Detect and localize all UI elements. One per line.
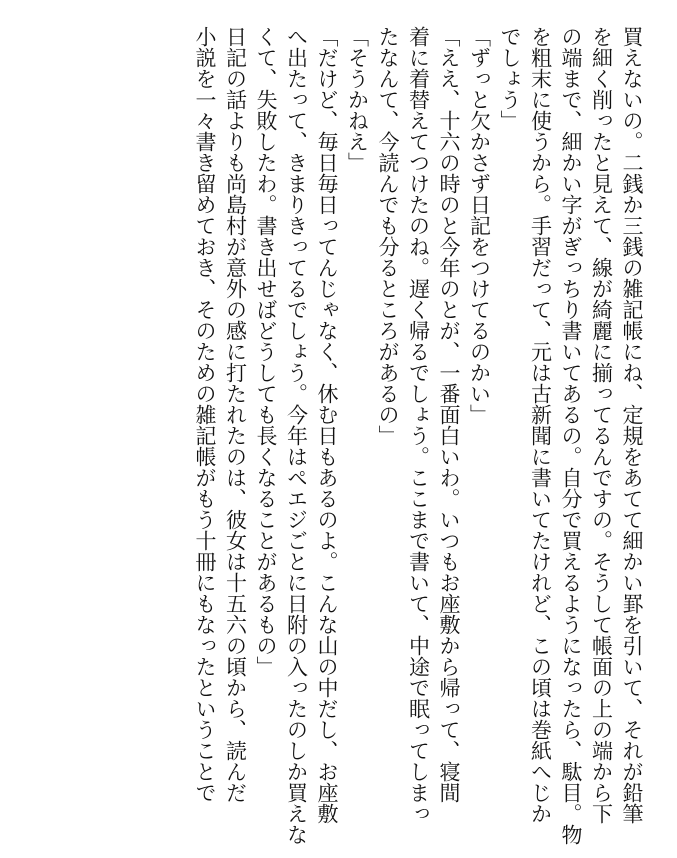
text-line: 「だけど、毎日毎日ってんじゃなく、休む日もあるのよ。こんな山の中だし、お座敷 xyxy=(315,26,339,824)
text-line: 日記の話よりも尚島村が意外の感に打たれたのは、彼女は十五六の頃から、読んだ xyxy=(223,26,248,803)
text-line: 小説を一々書き留めておき、そのための雑記帳がもう十冊にもなったということで xyxy=(193,26,217,803)
text-line: 「そうかねえ」 xyxy=(345,26,370,173)
text-line: 「ええ、十六の時のと今年のとが、一番面白いわ。いつもお座敷から帰って、寝間 xyxy=(437,26,461,803)
text-line: を粗末に使うから。手習だって、元は古新聞に書いてたけれど、この頃は巻紙へじか xyxy=(528,26,553,824)
text-line: くて、失敗したわ。書き出せばどうしても長くなることがあるもの」 xyxy=(254,26,278,677)
vertical-text-body xyxy=(190,26,648,845)
text-line: へ出たって、きまりきってるでしょう。今年はペエジごとに日附の入ったのしか買えな xyxy=(284,26,309,845)
text-line: 着に着替えてつけたのね。遅く帰るでしょう。ここまで書いて、中途で眠ってしまっ xyxy=(406,26,431,824)
text-line: たなんて、今読んでも分るところがあるの」 xyxy=(376,26,400,446)
text-line: 「ずっと欠かさず日記をつけてるのかい」 xyxy=(467,26,492,425)
text-line: 買えないの。二銭か三銭の雑記帳にね、定規をあてて細かい罫を引いて、それが鉛筆 xyxy=(620,26,644,824)
text-line: を細く削ったと見えて、線が綺麗に揃ってるんですの。そうして帳面の上の端から下 xyxy=(589,26,614,824)
text-line: でしょう」 xyxy=(498,26,522,131)
text-line: の端まで、細かい字がぎっちり書いてあるの。自分で買えるようになったら、駄目。物 xyxy=(559,26,583,845)
